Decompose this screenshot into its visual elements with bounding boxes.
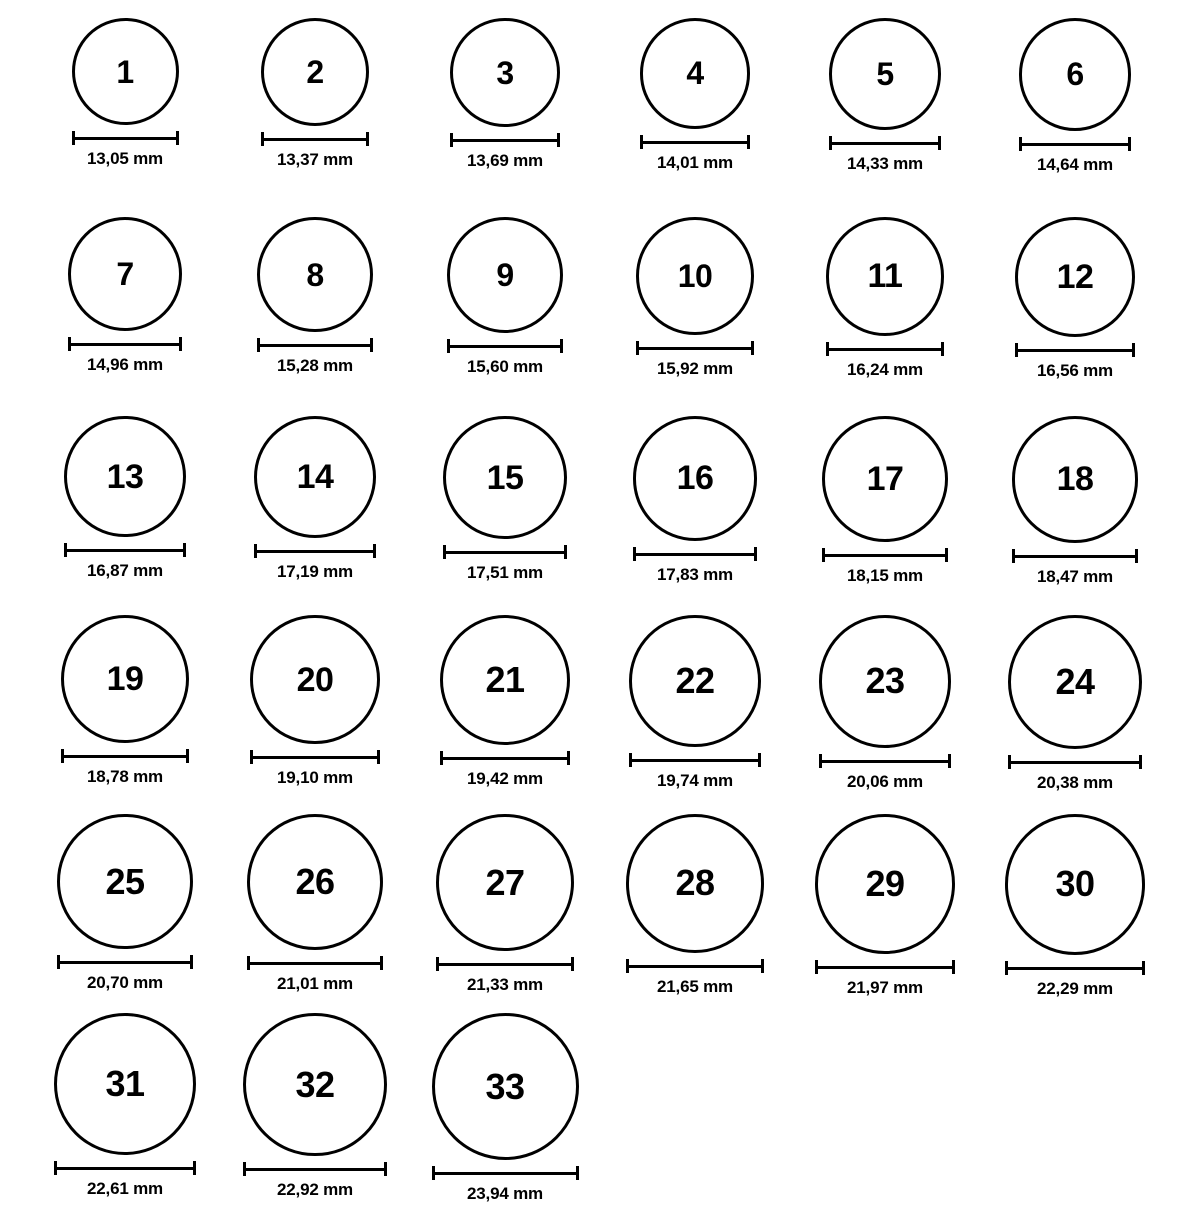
measure-cap-left (450, 133, 453, 147)
measure-line (54, 1167, 196, 1170)
ring-circle-icon (629, 615, 761, 747)
diameter-measure-bar (261, 132, 369, 145)
diameter-measure-bar (822, 548, 948, 561)
diameter-label: 13,37 mm (277, 150, 353, 170)
diameter-label: 14,01 mm (657, 152, 733, 172)
measure-cap-right (370, 338, 373, 352)
measure-cap-left (64, 543, 67, 557)
diameter-label: 16,24 mm (847, 359, 923, 379)
size-row (30, 615, 1170, 814)
diameter-measure-bar (626, 959, 765, 972)
diameter-label: 13,05 mm (87, 149, 163, 168)
size-row (30, 217, 1170, 416)
ring-circle-icon (54, 1013, 196, 1155)
ring-circle-icon (250, 615, 379, 744)
measure-cap-left (1012, 549, 1015, 563)
ring-size-cell[interactable] (790, 814, 980, 1013)
measure-cap-left (447, 339, 450, 353)
diameter-measure-bar (243, 1162, 386, 1175)
ring-circle-icon (432, 1013, 579, 1160)
measure-cap-left (436, 957, 439, 971)
ring-circle-icon (626, 814, 765, 953)
ring-size-number: 33 (485, 1065, 525, 1107)
measure-line (440, 757, 570, 760)
ring-circle-icon (826, 217, 945, 336)
ring-size-number: 4 (686, 55, 704, 92)
measure-cap-right (948, 754, 951, 768)
ring-circle-icon (815, 814, 955, 954)
measure-cap-left (819, 754, 822, 768)
ring-circle-icon (447, 217, 563, 333)
measure-cap-right (1139, 755, 1142, 769)
measure-cap-right (758, 753, 761, 767)
measure-cap-right (576, 1166, 579, 1180)
measure-cap-left (254, 544, 257, 558)
measure-line (626, 965, 765, 968)
measure-line (61, 755, 189, 758)
ring-circle-icon (261, 18, 369, 126)
ring-size-number: 5 (876, 55, 894, 92)
measure-cap-right (571, 957, 574, 971)
ring-size-number: 30 (1055, 863, 1095, 905)
diameter-measure-bar (72, 131, 179, 144)
ring-circle-icon (68, 217, 182, 331)
ring-size-number: 22 (675, 659, 715, 701)
ring-size-number: 16 (676, 459, 714, 498)
ring-size-number: 7 (116, 256, 134, 292)
diameter-label: 17,19 mm (277, 562, 353, 582)
ring-size-cell[interactable] (410, 615, 600, 814)
ring-size-number: 26 (295, 861, 335, 903)
diameter-label: 20,38 mm (1037, 772, 1113, 792)
measure-cap-left (57, 955, 60, 969)
ring-size-number: 25 (105, 860, 145, 902)
diameter-measure-bar (440, 751, 570, 764)
measure-cap-right (938, 136, 941, 150)
ring-size-number: 28 (675, 862, 715, 904)
measure-cap-left (247, 956, 250, 970)
diameter-measure-bar (815, 960, 955, 973)
ring-size-cell[interactable] (220, 416, 410, 615)
ring-size-cell[interactable] (980, 18, 1170, 217)
diameter-measure-bar (250, 750, 379, 763)
measure-cap-left (640, 135, 643, 149)
ring-size-number: 10 (677, 257, 713, 294)
ring-size-number: 3 (496, 54, 514, 91)
measure-cap-right (1135, 549, 1138, 563)
size-row (30, 416, 1170, 615)
measure-cap-left (54, 1161, 57, 1175)
diameter-measure-bar (1015, 343, 1135, 356)
ring-size-cell[interactable] (600, 615, 790, 814)
diameter-measure-bar (636, 341, 754, 354)
ring-size-cell[interactable] (790, 18, 980, 217)
ring-size-number: 6 (1066, 56, 1084, 93)
diameter-label: 19,74 mm (657, 770, 733, 790)
diameter-measure-bar (257, 338, 372, 351)
diameter-label: 23,94 mm (467, 1184, 543, 1203)
diameter-label: 13,69 mm (467, 151, 543, 171)
ring-circle-icon (1005, 814, 1146, 955)
measure-cap-left (257, 338, 260, 352)
measure-cap-right (384, 1162, 387, 1176)
ring-circle-icon (1008, 615, 1142, 749)
diameter-label: 15,28 mm (277, 356, 353, 376)
ring-size-cell[interactable] (600, 217, 790, 416)
diameter-label: 14,96 mm (87, 355, 163, 374)
measure-cap-left (61, 749, 64, 763)
ring-size-number: 14 (296, 458, 334, 497)
diameter-measure-bar (629, 753, 761, 766)
ring-size-cell[interactable] (600, 416, 790, 615)
ring-size-cell[interactable] (220, 814, 410, 1013)
diameter-label: 20,70 mm (87, 973, 163, 993)
diameter-label: 18,15 mm (847, 565, 923, 585)
measure-cap-right (952, 960, 955, 974)
ring-size-cell[interactable] (600, 18, 790, 217)
ring-circle-icon (254, 416, 376, 538)
diameter-label: 18,47 mm (1037, 566, 1113, 586)
measure-cap-left (629, 753, 632, 767)
ring-size-number: 21 (485, 659, 525, 701)
ring-circle-icon (257, 217, 372, 332)
ring-circle-icon (57, 814, 192, 949)
ring-size-cell[interactable] (220, 18, 410, 217)
ring-size-cell[interactable] (600, 814, 790, 1013)
diameter-measure-bar (1012, 549, 1139, 562)
ring-circle-icon (443, 416, 566, 539)
measure-cap-right (190, 955, 193, 969)
ring-circle-icon (1015, 217, 1135, 337)
diameter-label: 14,33 mm (847, 153, 923, 173)
ring-size-cell[interactable] (220, 615, 410, 814)
diameter-measure-bar (1019, 137, 1132, 150)
ring-circle-icon (450, 18, 559, 127)
measure-line (243, 1168, 386, 1171)
diameter-measure-bar (57, 955, 192, 968)
measure-cap-right (567, 751, 570, 765)
ring-circle-icon (1012, 416, 1139, 543)
ring-size-cell[interactable] (220, 1013, 410, 1212)
ring-size-cell[interactable] (410, 814, 600, 1013)
ring-size-number: 23 (865, 660, 905, 702)
ring-size-number: 8 (306, 256, 324, 293)
ring-size-cell[interactable] (410, 217, 600, 416)
ring-circle-icon (61, 615, 189, 743)
ring-size-cell[interactable] (410, 18, 600, 217)
measure-cap-right (557, 133, 560, 147)
diameter-measure-bar (247, 956, 383, 969)
ring-size-cell[interactable] (30, 18, 220, 217)
diameter-label: 22,92 mm (277, 1180, 353, 1200)
diameter-measure-bar (54, 1161, 196, 1174)
measure-cap-left (440, 751, 443, 765)
diameter-measure-bar (443, 545, 566, 558)
ring-size-number: 12 (1056, 257, 1094, 296)
ring-circle-icon (1019, 18, 1132, 131)
measure-line (1005, 967, 1146, 970)
measure-line (1015, 349, 1135, 352)
diameter-label: 19,10 mm (277, 768, 353, 788)
measure-line (822, 554, 948, 557)
measure-cap-right (560, 339, 563, 353)
measure-line (826, 348, 945, 351)
ring-circle-icon (243, 1013, 386, 1156)
ring-size-cell[interactable] (410, 416, 600, 615)
diameter-label: 19,42 mm (467, 769, 543, 789)
measure-cap-right (1132, 343, 1135, 357)
measure-line (633, 553, 758, 556)
measure-cap-left (68, 337, 71, 351)
measure-cap-left (1005, 961, 1008, 975)
measure-line (815, 966, 955, 969)
diameter-measure-bar (436, 957, 573, 970)
diameter-label: 22,61 mm (87, 1179, 163, 1199)
measure-line (447, 345, 563, 348)
ring-size-cell[interactable] (790, 416, 980, 615)
ring-size-cell[interactable] (790, 217, 980, 416)
ring-circle-icon (64, 416, 185, 537)
measure-cap-right (751, 341, 754, 355)
measure-line (829, 142, 941, 145)
measure-cap-right (754, 547, 757, 561)
diameter-measure-bar (254, 544, 376, 557)
diameter-label: 17,83 mm (657, 564, 733, 584)
measure-cap-left (822, 548, 825, 562)
ring-size-number: 20 (296, 660, 334, 699)
diameter-measure-bar (447, 339, 563, 352)
measure-cap-right (941, 342, 944, 356)
ring-circle-icon (440, 615, 570, 745)
ring-size-cell[interactable] (980, 814, 1170, 1013)
ring-size-number: 2 (306, 54, 324, 91)
diameter-measure-bar (450, 133, 559, 146)
measure-cap-right (373, 544, 376, 558)
measure-cap-left (243, 1162, 246, 1176)
diameter-label: 15,92 mm (657, 358, 733, 378)
measure-cap-right (366, 132, 369, 146)
measure-line (247, 962, 383, 965)
ring-circle-icon (640, 18, 751, 129)
measure-cap-left (261, 132, 264, 146)
ring-circle-icon (247, 814, 383, 950)
size-row (30, 18, 1170, 217)
measure-line (57, 961, 192, 964)
measure-line (72, 137, 179, 140)
ring-size-number: 1 (116, 53, 134, 90)
diameter-label: 22,29 mm (1037, 978, 1113, 998)
diameter-measure-bar (826, 342, 945, 355)
measure-cap-right (761, 959, 764, 973)
measure-line (261, 138, 369, 141)
ring-size-cell[interactable] (30, 217, 220, 416)
diameter-measure-bar (1005, 961, 1146, 974)
ring-size-number: 24 (1055, 660, 1095, 702)
measure-cap-right (186, 749, 189, 763)
measure-cap-right (179, 337, 182, 351)
measure-line (64, 549, 185, 552)
ring-circle-icon (822, 416, 948, 542)
ring-size-number: 19 (106, 660, 144, 699)
measure-line (257, 344, 372, 347)
measure-cap-right (945, 548, 948, 562)
measure-cap-left (432, 1166, 435, 1180)
ring-circle-icon (633, 416, 758, 541)
ring-size-number: 31 (105, 1063, 145, 1105)
diameter-label: 15,60 mm (467, 357, 543, 377)
measure-cap-right (193, 1161, 196, 1175)
ring-size-cell[interactable] (980, 416, 1170, 615)
measure-line (68, 343, 182, 346)
ring-circle-icon (436, 814, 573, 951)
diameter-measure-bar (1008, 755, 1142, 768)
ring-size-cell[interactable] (30, 814, 220, 1013)
diameter-label: 16,56 mm (1037, 360, 1113, 380)
diameter-measure-bar (633, 547, 758, 560)
diameter-label: 14,64 mm (1037, 154, 1113, 174)
measure-cap-right (1128, 137, 1131, 151)
ring-size-cell[interactable] (980, 615, 1170, 814)
measure-cap-left (1019, 137, 1022, 151)
measure-cap-left (633, 547, 636, 561)
ring-size-number: 29 (865, 862, 905, 904)
diameter-measure-bar (819, 754, 952, 767)
ring-size-cell[interactable] (30, 416, 220, 615)
ring-size-number: 18 (1056, 460, 1094, 499)
diameter-measure-bar (64, 543, 185, 556)
ring-size-cell[interactable] (220, 217, 410, 416)
diameter-label: 21,33 mm (467, 975, 543, 995)
ring-size-number: 9 (496, 257, 514, 294)
measure-cap-left (636, 341, 639, 355)
measure-cap-right (564, 545, 567, 559)
measure-line (432, 1172, 579, 1175)
ring-size-cell[interactable] (410, 1013, 600, 1212)
measure-line (819, 760, 952, 763)
measure-line (436, 963, 573, 966)
diameter-measure-bar (61, 749, 189, 762)
measure-line (640, 141, 751, 144)
measure-cap-right (747, 135, 750, 149)
ring-circle-icon (829, 18, 941, 130)
measure-line (629, 759, 761, 762)
ring-size-cell[interactable] (980, 217, 1170, 416)
ring-size-number: 15 (486, 458, 524, 497)
ring-circle-icon (636, 217, 754, 335)
diameter-label: 21,65 mm (657, 976, 733, 996)
measure-line (254, 550, 376, 553)
measure-line (1008, 761, 1142, 764)
measure-cap-left (1015, 343, 1018, 357)
diameter-label: 21,01 mm (277, 974, 353, 994)
measure-line (1012, 555, 1139, 558)
diameter-label: 20,06 mm (847, 771, 923, 791)
ring-size-number: 32 (295, 1063, 335, 1105)
measure-cap-left (72, 131, 75, 145)
measure-cap-right (176, 131, 179, 145)
measure-cap-right (380, 956, 383, 970)
measure-line (443, 551, 566, 554)
measure-cap-left (626, 959, 629, 973)
ring-size-number: 13 (106, 457, 144, 496)
measure-cap-left (1008, 755, 1011, 769)
measure-line (1019, 143, 1132, 146)
ring-size-cell[interactable] (30, 1013, 220, 1212)
diameter-label: 17,51 mm (467, 563, 543, 583)
measure-line (636, 347, 754, 350)
measure-line (250, 756, 379, 759)
diameter-measure-bar (829, 136, 941, 149)
diameter-label: 21,97 mm (847, 977, 923, 997)
ring-size-number: 27 (485, 861, 525, 903)
measure-cap-right (183, 543, 186, 557)
ring-size-number: 17 (866, 459, 904, 498)
measure-cap-left (250, 750, 253, 764)
measure-cap-right (377, 750, 380, 764)
measure-cap-left (443, 545, 446, 559)
diameter-label: 18,78 mm (87, 767, 163, 787)
ring-circle-icon (72, 18, 179, 125)
measure-cap-left (815, 960, 818, 974)
measure-line (450, 139, 559, 142)
ring-size-cell[interactable] (790, 615, 980, 814)
measure-cap-left (826, 342, 829, 356)
diameter-measure-bar (432, 1166, 579, 1179)
ring-circle-icon (819, 615, 952, 748)
measure-cap-right (1142, 961, 1145, 975)
diameter-label: 16,87 mm (87, 561, 163, 581)
measure-cap-left (829, 136, 832, 150)
size-row (30, 814, 1170, 1013)
ring-size-cell[interactable] (30, 615, 220, 814)
size-row (30, 1013, 1170, 1212)
diameter-measure-bar (640, 135, 751, 148)
diameter-measure-bar (68, 337, 182, 350)
ring-size-number: 11 (867, 257, 903, 296)
